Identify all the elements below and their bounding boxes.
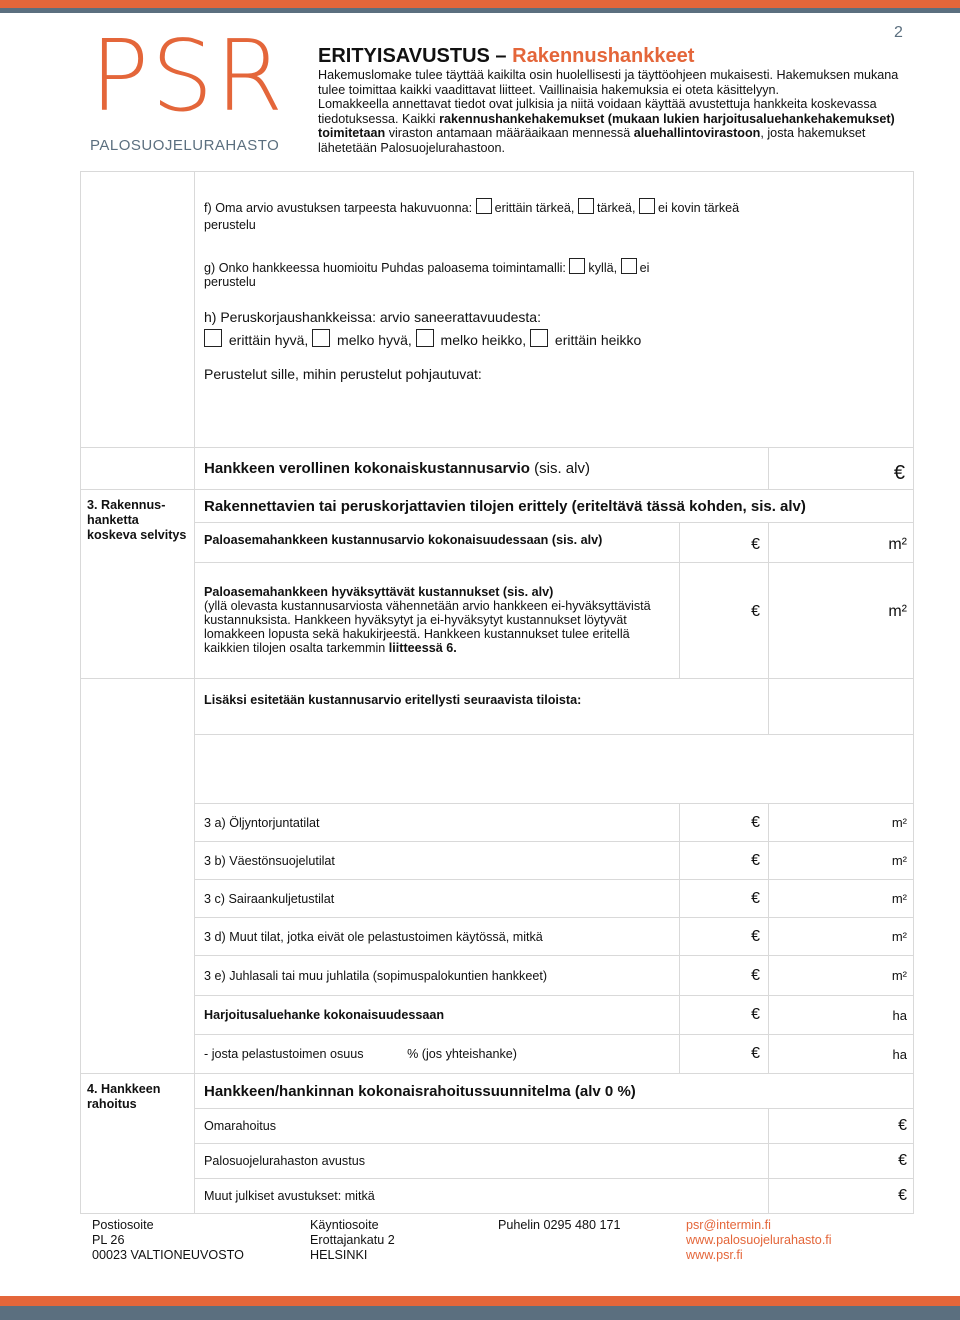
harjoitus-ha[interactable] bbox=[769, 996, 914, 1035]
left-col-blank-3 bbox=[81, 679, 195, 1074]
euro-sign: € bbox=[751, 1006, 760, 1023]
row-hyvaksyttavat-euro[interactable] bbox=[680, 563, 769, 679]
josta-label bbox=[195, 1035, 680, 1074]
item-3b-m2[interactable] bbox=[769, 842, 914, 880]
total-cost-label bbox=[195, 448, 769, 490]
intro-line2: Lomakkeella annettavat tiedot ovat julkisia ja niitä voidaan käyttää avustettuja hankkeita koskevassa tiedotuksessa. bbox=[318, 97, 877, 126]
item-3c-m2[interactable] bbox=[769, 880, 914, 918]
f-perustelu: perustelu bbox=[204, 218, 256, 232]
m2-unit: m² bbox=[891, 891, 907, 906]
hyvaksyttavat-bold: Paloasemahankkeen hyväksyttävät kustannukset (sis. alv) bbox=[204, 585, 554, 599]
harjoitus-label: Harjoitusaluehanke kokonaisuudessaan bbox=[195, 996, 680, 1035]
top-stripe-grey bbox=[0, 8, 960, 13]
h-opt4: erittäin heikko bbox=[554, 332, 642, 348]
left-col-blank-2 bbox=[81, 448, 195, 490]
footer-postiosoite bbox=[92, 1218, 244, 1263]
intro-p3-e: , josta hakemukset lähetetään Palosuojelurahastoon. bbox=[318, 126, 866, 155]
item-3d-m2[interactable] bbox=[769, 918, 914, 956]
top-stripe-orange bbox=[0, 0, 960, 8]
h-opt2: melko hyvä, bbox=[337, 332, 412, 348]
euro-sign: € bbox=[751, 813, 760, 831]
checkbox-melko-heikko[interactable] bbox=[416, 329, 434, 347]
bottom-stripe-grey bbox=[0, 1306, 960, 1320]
footer-links bbox=[686, 1218, 832, 1263]
item-3b-euro[interactable] bbox=[680, 842, 769, 880]
intro-line1: Hakemuslomake tulee täyttää kaikilta osin huolellisesti ja täyttöohjeen mukaisesti. Hakemuksen mukana tulee toimittaa kaikki vaadittavat liitteet. Vaillinaisia hakemuksia ei oteta käsittelyyn. bbox=[318, 68, 899, 97]
josta-euro[interactable] bbox=[680, 1035, 769, 1074]
m2-unit: m² bbox=[891, 968, 907, 983]
checkbox-tarkea[interactable] bbox=[578, 198, 594, 214]
m2-unit: m² bbox=[888, 603, 907, 620]
item-3e-label: 3 e) Juhlasali tai muu juhlatila (sopimuspalokuntien hankkeet) bbox=[195, 956, 680, 996]
perustelut-label: Perustelut sille, mihin perustelut pohjautuvat: bbox=[204, 366, 482, 382]
row-hyvaksyttavat-label bbox=[195, 563, 680, 679]
g-perustelu: perustelu bbox=[204, 275, 256, 289]
rahoitus-row-3-label: Muut julkiset avustukset: mitkä bbox=[195, 1179, 769, 1214]
item-3a-label: 3 a) Öljyntorjuntatilat bbox=[195, 804, 680, 842]
email-link[interactable]: psr@intermin.fi bbox=[686, 1218, 771, 1232]
f-opt1: erittäin tärkeä, bbox=[494, 201, 575, 215]
euro-sign: € bbox=[751, 603, 760, 620]
checkbox-ei[interactable] bbox=[621, 258, 637, 274]
row-kustannusarvio-euro[interactable] bbox=[680, 523, 769, 563]
rahoitus-row-1-euro[interactable] bbox=[769, 1109, 914, 1144]
row-hyvaksyttavat-m2[interactable] bbox=[769, 563, 914, 679]
item-3a-m2[interactable] bbox=[769, 804, 914, 842]
total-cost-bold: Hankkeen verollinen kokonaiskustannusarvio bbox=[204, 460, 530, 477]
f-opt2: tärkeä, bbox=[596, 201, 636, 215]
lisaksi-empty bbox=[769, 679, 914, 735]
question-g-label: g) Onko hankkeessa huomioitu Puhdas paloasema toimintamalli: bbox=[204, 261, 566, 275]
item-3c-label: 3 c) Sairaankuljetustilat bbox=[195, 880, 680, 918]
euro-sign: € bbox=[751, 927, 760, 945]
item-3b-label: 3 b) Väestönsuojelutilat bbox=[195, 842, 680, 880]
item-3d-label: 3 d) Muut tilat, jotka eivät ole pelastustoimen käytössä, mitkä bbox=[195, 918, 680, 956]
intro-p3-b: rakennushankehakemukset (mukaan lukien harjoitusaluehankehakemukset) toimitetaan bbox=[318, 111, 895, 141]
euro-sign: € bbox=[898, 1152, 907, 1169]
footer-line: Käyntiosoite bbox=[310, 1218, 379, 1232]
item-3e-euro[interactable] bbox=[680, 956, 769, 996]
title-accent: Rakennushankkeet bbox=[512, 45, 695, 67]
question-f-label: f) Oma arvio avustuksen tarpeesta hakuvuonna: bbox=[204, 201, 473, 215]
row-kustannusarvio-label: Paloasemahankkeen kustannusarvio kokonaisuudessaan (sis. alv) bbox=[195, 523, 680, 563]
item-3c-euro[interactable] bbox=[680, 880, 769, 918]
josta-ha[interactable] bbox=[769, 1035, 914, 1074]
total-cost-input[interactable] bbox=[769, 448, 914, 490]
euro-sign: € bbox=[751, 966, 760, 984]
intro-p3-d: aluehallintovirastoon bbox=[633, 126, 761, 141]
row-kustannusarvio-m2[interactable] bbox=[769, 523, 914, 563]
m2-unit: m² bbox=[891, 929, 907, 944]
hyvaksyttavat-bold-end: liitteessä 6. bbox=[388, 641, 457, 655]
ha-unit: ha bbox=[892, 1007, 907, 1023]
checkbox-erittain-heikko[interactable] bbox=[530, 329, 548, 347]
footer-puhelin bbox=[498, 1218, 621, 1233]
section-3-label: 3. Rakennus-hanketta koskeva selvitys bbox=[81, 490, 195, 679]
h-opt1: erittäin hyvä, bbox=[228, 332, 309, 348]
checkbox-melko-hyva[interactable] bbox=[312, 329, 330, 347]
bottom-stripe-orange bbox=[0, 1296, 960, 1306]
footer-line: HELSINKI bbox=[310, 1248, 368, 1262]
ha-unit: ha bbox=[892, 1046, 907, 1062]
spacer-row bbox=[195, 735, 914, 804]
section-4-heading: Hankkeen/hankinnan kokonaisrahoitussuunnitelma (alv 0 %) bbox=[195, 1074, 914, 1109]
title-main: ERITYISAVUSTUS – bbox=[318, 45, 507, 67]
footer-kayntiosoite bbox=[310, 1218, 395, 1263]
lisaksi-label: Lisäksi esitetään kustannusarvio eritellysti seuraavista tiloista: bbox=[195, 679, 769, 735]
euro-sign: € bbox=[751, 851, 760, 869]
item-3d-euro[interactable] bbox=[680, 918, 769, 956]
total-cost-normal: (sis. alv) bbox=[534, 460, 590, 477]
euro-sign: € bbox=[898, 1187, 907, 1204]
checkbox-erittain-tarkea[interactable] bbox=[476, 198, 492, 214]
question-h-label: h) Peruskorjaushankkeissa: arvio saneerattavuudesta: bbox=[204, 309, 541, 325]
rahoitus-row-2-label: Palosuojelurahaston avustus bbox=[195, 1144, 769, 1179]
f-opt3: ei kovin tärkeä bbox=[657, 201, 740, 215]
checkbox-erittain-hyva[interactable] bbox=[204, 329, 222, 347]
section-4-label: 4. Hankkeen rahoitus bbox=[81, 1074, 195, 1214]
item-3e-m2[interactable] bbox=[769, 956, 914, 996]
website-link[interactable]: www.palosuojelurahasto.fi bbox=[686, 1233, 832, 1247]
josta-b: % (jos yhteishanke) bbox=[407, 1047, 518, 1061]
g-opt1: kyllä, bbox=[588, 261, 618, 275]
form-table bbox=[80, 171, 914, 1214]
euro-sign: € bbox=[751, 889, 760, 907]
euro-sign: € bbox=[751, 536, 760, 553]
hyvaksyttavat-text: (yllä olevasta kustannusarviosta vähennetään arvio hankkeen ei-hyväksyttävistä kustannuksista. Hankkeen hyväksytyt ja ei-hyväksytyt kustannukset löytyvät lomakkeen lopusta sekä hakukirjeestä. Hankkeen kustannukset tulee eritellä kaikkien tilojen osalta tarkemmin bbox=[204, 599, 651, 655]
m2-unit: m² bbox=[888, 536, 907, 553]
footer-line: Postiosoite bbox=[92, 1218, 154, 1232]
footer-line: Puhelin 0295 480 171 bbox=[498, 1218, 621, 1232]
euro-sign: € bbox=[898, 1117, 907, 1134]
g-opt2: ei bbox=[639, 261, 650, 275]
psr-logo: PSR bbox=[90, 20, 286, 134]
footer-line: 00023 VALTIONEUVOSTO bbox=[92, 1248, 244, 1262]
m2-unit: m² bbox=[891, 853, 907, 868]
left-col-blank bbox=[81, 172, 195, 448]
section-3-heading: Rakennettavien tai peruskorjattavien tilojen erittely (eriteltävä tässä kohden, sis. alv) bbox=[195, 490, 914, 523]
harjoitus-euro[interactable] bbox=[680, 996, 769, 1035]
checkbox-ei-kovin-tarkea[interactable] bbox=[639, 198, 655, 214]
h-opt3: melko heikko, bbox=[440, 332, 527, 348]
euro-sign: € bbox=[751, 1045, 760, 1062]
rahoitus-row-2-euro[interactable] bbox=[769, 1144, 914, 1179]
intro-text bbox=[318, 68, 903, 156]
footer-line: Erottajankatu 2 bbox=[310, 1233, 395, 1247]
m2-unit: m² bbox=[891, 815, 907, 830]
page-title bbox=[318, 45, 694, 68]
euro-sign: € bbox=[893, 462, 905, 484]
rahoitus-row-1-label: Omarahoitus bbox=[195, 1109, 769, 1144]
logo-subtitle: PALOSUOJELURAHASTO bbox=[90, 137, 280, 154]
footer-line: PL 26 bbox=[92, 1233, 125, 1247]
checkbox-kylla[interactable] bbox=[569, 258, 585, 274]
intro-p3-c: viraston antamaan määräaikaan mennessä bbox=[388, 126, 631, 141]
rahoitus-row-3-euro[interactable] bbox=[769, 1179, 914, 1214]
page-number: 2 bbox=[894, 24, 903, 41]
questions-block bbox=[195, 172, 914, 448]
intro-p3-a: Kaikki bbox=[402, 111, 436, 126]
item-3a-euro[interactable] bbox=[680, 804, 769, 842]
website-link-short[interactable]: www.psr.fi bbox=[686, 1248, 743, 1262]
josta-a: - josta pelastustoimen osuus bbox=[204, 1047, 364, 1061]
